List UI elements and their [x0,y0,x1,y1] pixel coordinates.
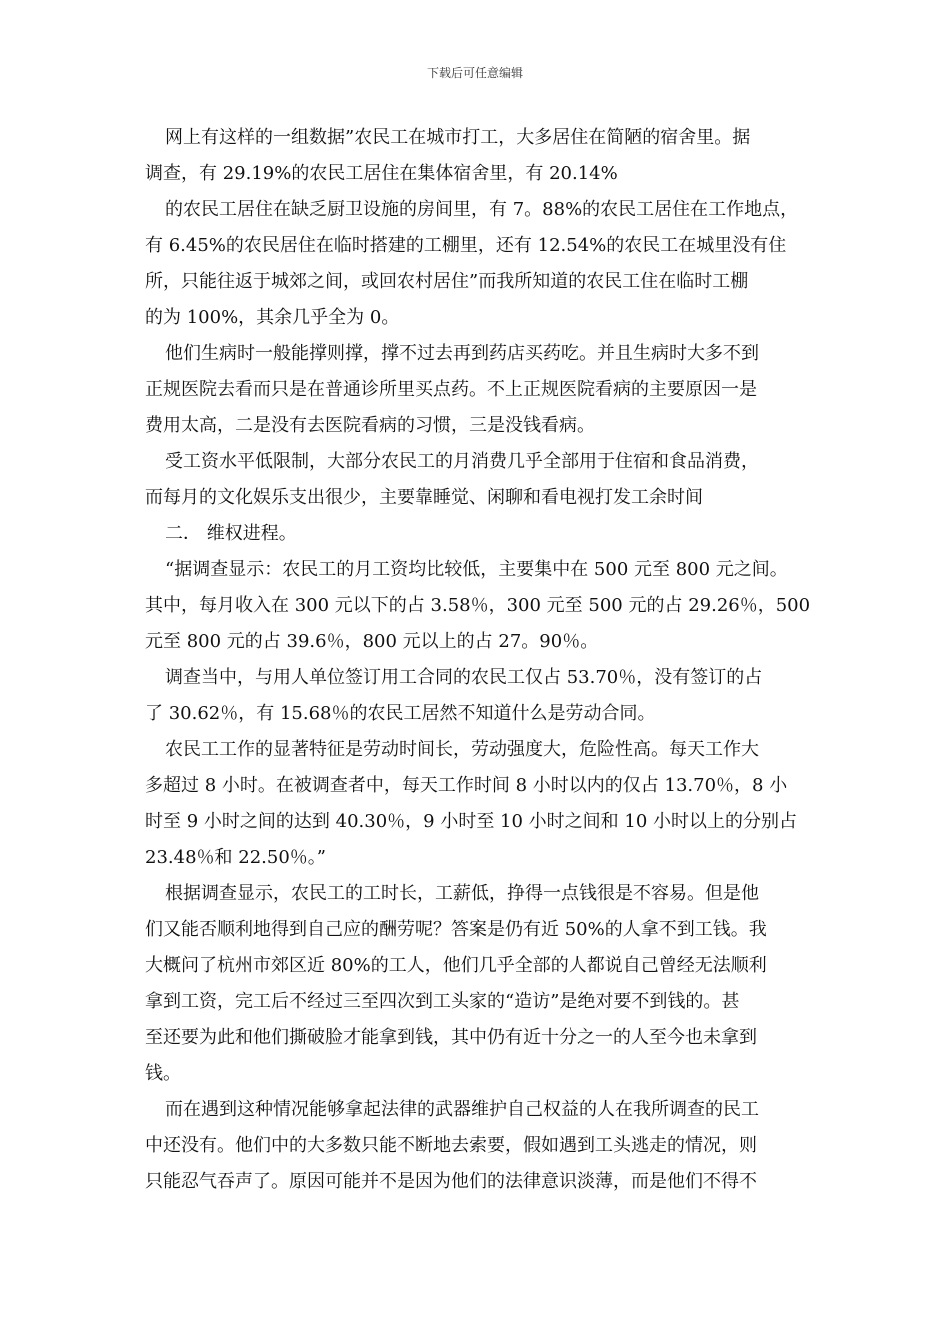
section-heading: 二． 维权进程。 [165,523,297,544]
text-line: 农民工工作的显著特征是劳动时间长，劳动强度大，危险性高。每天工作大 [165,739,759,760]
text-line: 而每月的文化娱乐支出很少，主要靠睡觉、闲聊和看电视打发工余时间 [145,487,703,508]
page-header-note: 下载后可任意编辑 [426,66,523,80]
text-line: 调查当中，与用人单位签订用工合同的农民工仅占 53.70％，没有签订的占 [165,667,763,688]
text-line: 网上有这样的一组数据”农民工在城市打工，大多居住在简陋的宿舍里。据 [165,127,751,148]
text-line: 而在遇到这种情况能够拿起法律的武器维护自己权益的人在我所调查的民工 [165,1099,759,1120]
text-line: 的农民工居住在缺乏厨卫设施的房间里，有 7。88%的农民工居住在工作地点， [165,199,799,220]
text-line: 了 30.62％，有 15.68％的农民工居然不知道什么是劳动合同。 [145,703,656,724]
text-line: 元至 800 元的占 39.6％，800 元以上的占 27。90％。 [145,631,599,652]
text-line: 中还没有。他们中的大多数只能不断地去索要，假如遇到工头逃走的情况，则 [145,1135,757,1156]
text-line: 所，只能往返于城郊之间，或回农村居住”而我所知道的农民工住在临时工棚 [145,271,749,292]
text-line: 大概问了杭州市郊区近 80%的工人，他们几乎全部的人都说自己曾经无法顺利 [145,955,767,976]
text-line: 正规医院去看而只是在普通诊所里买点药。不上正规医院看病的主要原因一是 [145,379,757,400]
text-line: 钱。 [145,1063,181,1084]
text-line: 受工资水平低限制，大部分农民工的月消费几乎全部用于住宿和食品消费， [165,451,759,472]
text-line: 他们生病时一般能撑则撑，撑不过去再到药店买药吃。并且生病时大多不到 [165,343,759,364]
text-line: 有 6.45%的农民居住在临时搭建的工棚里，还有 12.54%的农民工在城里没有住 [145,235,787,256]
text-line: “据调查显示：农民工的月工资均比较低，主要集中在 500 元至 800 元之间。 [165,559,788,580]
text-line: 23.48％和 22.50％。” [145,847,326,868]
text-line: 拿到工资，完工后不经过三至四次到工头家的“造访”是绝对要不到钱的。甚 [145,991,740,1012]
text-line: 时至 9 小时之间的达到 40.30％，9 小时至 10 小时之间和 10 小时以上的分别占 [145,811,798,832]
text-line: 的为 100%，其余几乎全为 0。 [145,307,400,328]
text-line: 其中，每月收入在 300 元以下的占 3.58％，300 元至 500 元的占 29.26％，500 [145,595,811,616]
text-line: 们又能否顺利地得到自己应的酬劳呢？答案是仍有近 50%的人拿不到工钱。我 [145,919,767,940]
text-line: 至还要为此和他们撕破脸才能拿到钱，其中仍有近十分之一的人至今也未拿到 [145,1027,757,1048]
text-line: 调查，有 29.19%的农民工居住在集体宿舍里，有 20.14% [145,163,618,184]
text-line: 多超过 8 小时。在被调查者中，每天工作时间 8 小时以内的仅占 13.70％，8 小 [145,775,788,796]
text-line: 根据调查显示，农民工的工时长，工薪低，挣得一点钱很是不容易。但是他 [165,883,759,904]
text-line: 费用太高，二是没有去医院看病的习惯，三是没钱看病。 [145,415,595,436]
text-line: 只能忍气吞声了。原因可能并不是因为他们的法律意识淡薄，而是他们不得不 [145,1171,757,1192]
